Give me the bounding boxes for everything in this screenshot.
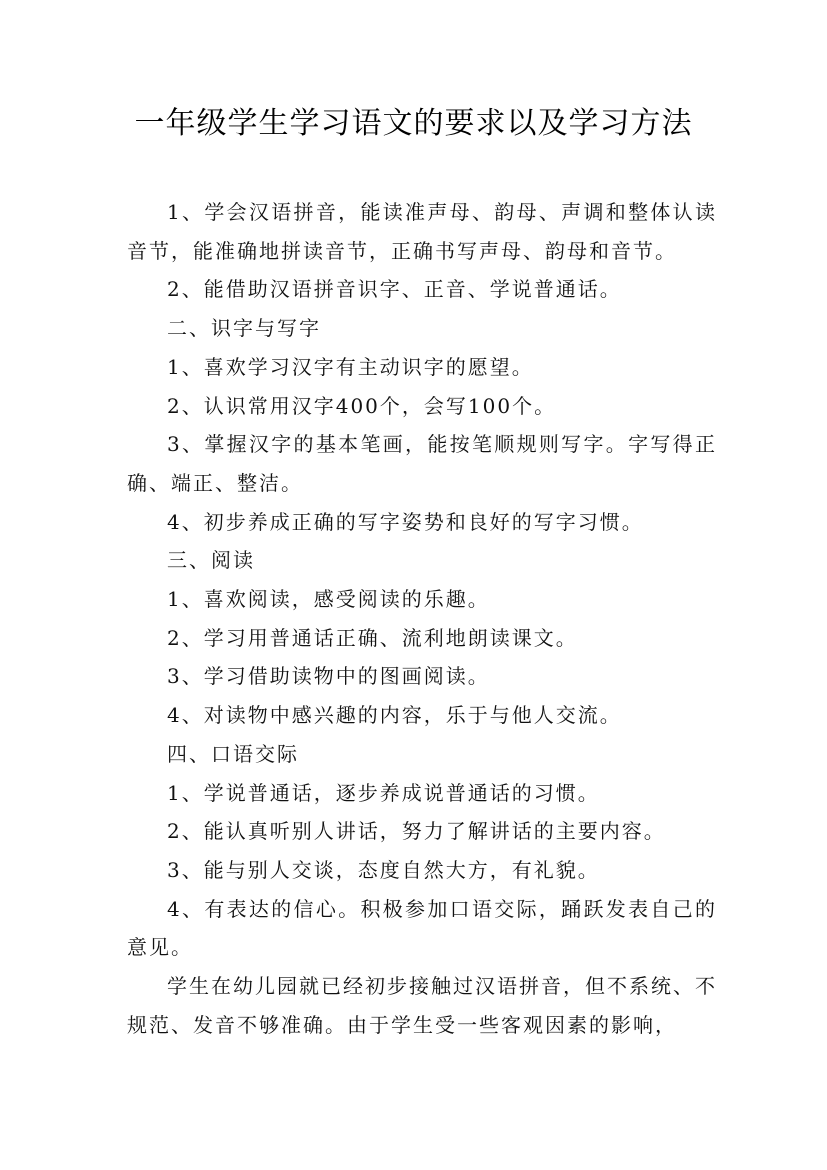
section-heading-reading: 三、阅读 (167, 548, 255, 573)
document-body (127, 193, 717, 1044)
paragraph-literacy-4: 4、初步养成正确的写字姿势和良好的写字习惯。 (167, 509, 644, 534)
paragraph-literacy-2: 2、认识常用汉字400个，会写100个。 (167, 393, 557, 418)
paragraph-literacy-3: 3、掌握汉字的基本笔画，能按笔顺规则写字。字写得正确、端正、整洁。 (127, 432, 717, 495)
paragraph-speaking-2: 2、能认真听别人讲话，努力了解讲话的主要内容。 (167, 819, 666, 844)
section-heading-literacy: 二、识字与写字 (167, 316, 321, 341)
paragraph-literacy-1: 1、喜欢学习汉字有主动识字的愿望。 (167, 354, 534, 379)
paragraph-reading-2: 2、学习用普通话正确、流利地朗读课文。 (167, 625, 578, 650)
paragraph-method-intro: 学生在幼儿园就已经初步接触过汉语拼音，但不系统、不规范、发音不够准确。由于学生受一些客观因素的影响， (127, 974, 717, 1037)
document-title: 一年级学生学习语文的要求以及学习方法 (134, 106, 693, 141)
paragraph-speaking-4: 4、有表达的信心。积极参加口语交际，踊跃发表自己的意见。 (127, 896, 717, 960)
paragraph-reading-1: 1、喜欢阅读，感受阅读的乐趣。 (167, 587, 490, 612)
paragraph-reading-3: 3、学习借助读物中的图画阅读。 (167, 664, 490, 689)
section-heading-speaking: 四、口语交际 (167, 741, 299, 766)
paragraph-reading-4: 4、对读物中感兴趣的内容，乐于与他人交流。 (167, 703, 622, 728)
paragraph-pinyin-1: 1、学会汉语拼音，能读准声母、韵母、声调和整体认读音节，能准确地拼读音节，正确书写声母、韵母和音节。 (127, 200, 717, 263)
paragraph-pinyin-2: 2、能借助汉语拼音识字、正音、学说普通话。 (167, 277, 622, 302)
paragraph-speaking-1: 1、学说普通话，逐步养成说普通话的习惯。 (167, 780, 600, 805)
paragraph-speaking-3: 3、能与别人交谈，态度自然大方，有礼貌。 (167, 857, 600, 882)
